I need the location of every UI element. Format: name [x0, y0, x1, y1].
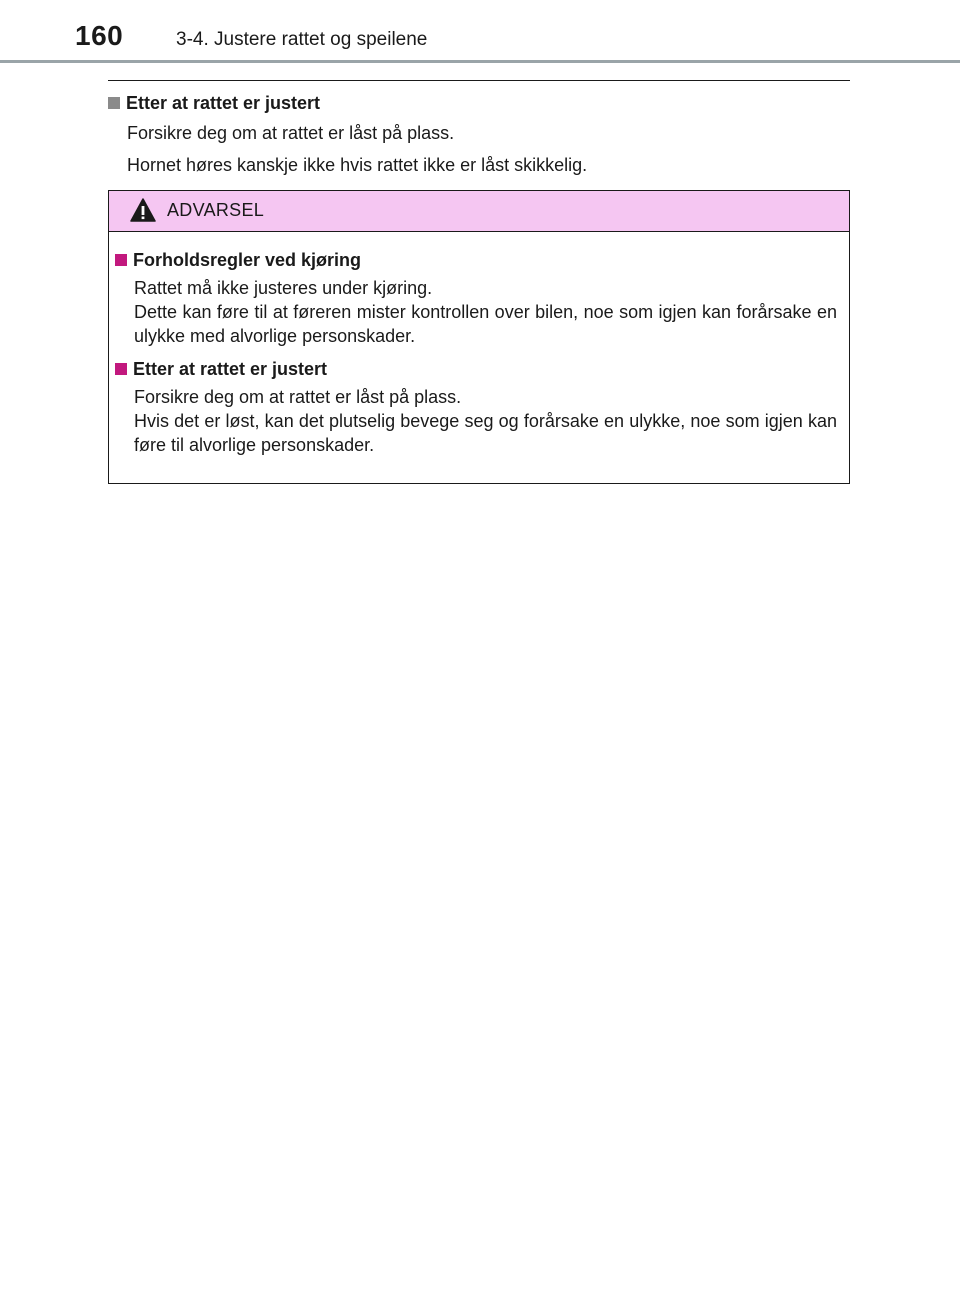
warning-section-heading: Forholdsregler ved kjøring	[133, 249, 362, 270]
intro-heading-row	[108, 92, 850, 114]
intro-section	[108, 92, 850, 176]
warning-section	[115, 358, 849, 457]
warning-text-line: Hvis det er løst, kan det plutselig bevege seg og forårsake en ulykke, noe som igjen kan føre til alvorlige personskader.	[134, 411, 837, 455]
intro-heading: Etter at rattet er justert	[126, 92, 321, 113]
page-number: 160	[75, 20, 124, 51]
warning-box	[108, 190, 850, 484]
grey-square-bullet-icon	[108, 97, 120, 109]
section-title: 3-4. Justere rattet og speilene	[176, 29, 428, 50]
warning-section-text	[134, 276, 837, 348]
warning-section-heading: Etter at rattet er justert	[133, 358, 328, 379]
warning-text-line: Dette kan føre til at føreren mister kontrollen over bilen, noe som igjen kan forårsake en ulykke med alvorlige personskader.	[134, 302, 837, 346]
content-divider	[108, 80, 850, 81]
intro-paragraph: Hornet høres kanskje ikke hvis rattet ikke er låst skikkelig.	[127, 155, 588, 175]
warning-section-heading-row	[115, 358, 849, 380]
warning-triangle-icon	[130, 198, 156, 222]
pink-square-bullet-icon	[115, 363, 127, 375]
pink-square-bullet-icon	[115, 254, 127, 266]
warning-title: ADVARSEL	[167, 200, 265, 220]
warning-section-heading-row	[115, 249, 849, 271]
intro-paragraph: Forsikre deg om at rattet er låst på plass.	[127, 123, 455, 143]
warning-body	[109, 249, 849, 457]
warning-section-text	[134, 385, 837, 457]
warning-header	[109, 191, 849, 232]
warning-text-line: Forsikre deg om at rattet er låst på plass.	[134, 387, 462, 407]
warning-text-line: Rattet må ikke justeres under kjøring.	[134, 278, 433, 298]
page-header	[0, 0, 960, 66]
header-divider	[0, 60, 960, 63]
warning-section	[115, 249, 849, 348]
